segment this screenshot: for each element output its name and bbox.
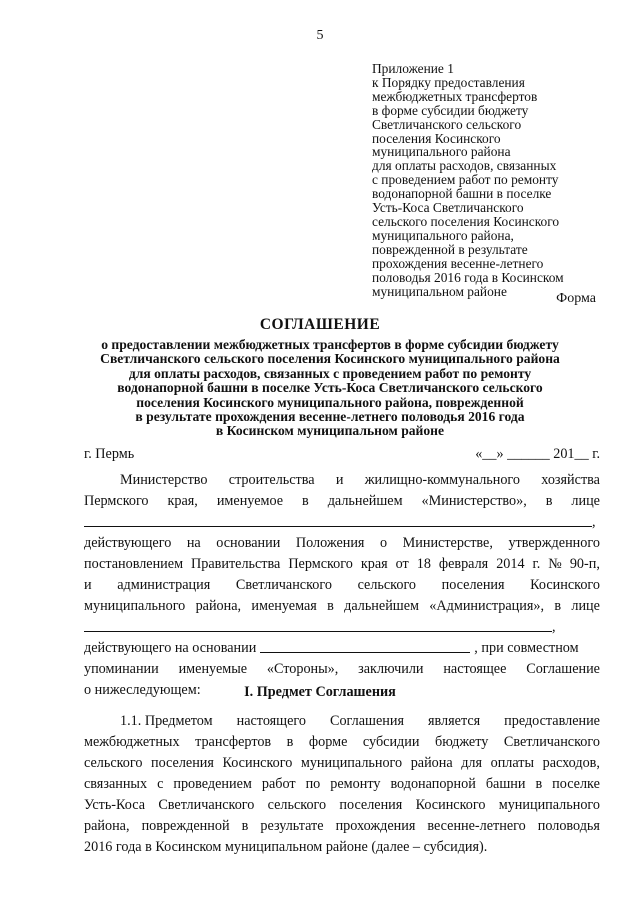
- section-1-line-2: [84, 732, 600, 753]
- word: основании: [216, 535, 281, 551]
- word: Министерство: [120, 472, 208, 488]
- word: форме: [308, 734, 348, 750]
- word: района,: [84, 818, 130, 834]
- word: лице: [571, 598, 600, 614]
- subtitle-line: о предоставлении межбюджетных трансфертов в форме субсидии бюджету: [101, 337, 559, 352]
- form-label: Форма: [556, 291, 596, 306]
- word: по: [305, 776, 321, 792]
- subtitle-line: в Косинском муниципальном районе: [215, 423, 445, 439]
- appendix-line: сельского поселения Косинского: [372, 213, 560, 229]
- preamble-line-5: [84, 554, 600, 575]
- appendix-line: поселения Косинского: [372, 130, 501, 146]
- word: Косинского: [222, 755, 293, 771]
- word: сельского: [357, 577, 417, 593]
- word: поселения: [339, 797, 403, 813]
- word: района,: [195, 598, 242, 614]
- word: 2014: [496, 556, 525, 572]
- word: утвержденного: [508, 535, 600, 551]
- preamble-line-11: о нижеследующем:: [84, 682, 201, 698]
- subtitle-line: в результате прохождения весенне-летнего половодья 2016 года: [135, 409, 525, 425]
- word: «Администрация»,: [429, 598, 545, 614]
- preamble-line-6: [84, 575, 600, 596]
- word: упоминании: [84, 661, 159, 677]
- administration-representative-blank[interactable]: [84, 617, 552, 632]
- subtitle-line: Светличанского сельского поселения Косинского муниципального района: [100, 351, 560, 367]
- preamble-line-1: [84, 470, 600, 491]
- word: Усть-Коса: [84, 797, 146, 813]
- word: февраля: [438, 556, 489, 572]
- word: «Министерство»,: [421, 493, 527, 509]
- word: лице: [571, 493, 600, 509]
- word: именуемые: [178, 661, 248, 677]
- word: в: [554, 598, 562, 614]
- word: постановлением: [84, 556, 184, 572]
- word: работ: [261, 776, 296, 792]
- word: администрация: [117, 577, 211, 593]
- word: и: [335, 472, 344, 488]
- preamble-line-2: [84, 491, 600, 512]
- word: водонапорной: [390, 776, 476, 792]
- preamble-line-3: ,: [84, 512, 600, 533]
- section-heading-1: I. Предмет Соглашения: [244, 684, 396, 700]
- subtitle-line: водонапорной башни в поселке Усть-Коса Светличанского сельского: [117, 380, 543, 396]
- appendix-line: поврежденной в результате: [372, 241, 528, 257]
- word: межбюджетных: [84, 734, 180, 750]
- word: 18: [416, 556, 431, 572]
- appendix-block: [372, 62, 612, 298]
- word: Косинского: [530, 577, 600, 593]
- word: поселке: [552, 776, 600, 792]
- word: трансфертов: [195, 734, 272, 750]
- word: башни: [485, 776, 526, 792]
- word: настоящего: [236, 713, 306, 729]
- word: Положения: [295, 535, 365, 551]
- appendix-line: Усть-Коса Светличанского: [372, 200, 524, 216]
- word: сельского: [267, 797, 327, 813]
- preamble-line-9: действующего на основании , при совместном: [84, 640, 579, 656]
- word: поврежденной: [141, 818, 230, 834]
- word: действующего: [84, 535, 172, 551]
- word: Соглашение: [526, 661, 600, 677]
- word: дальнейшем: [327, 493, 403, 509]
- word: является: [428, 713, 481, 729]
- appendix-line: Приложение 1: [372, 61, 454, 76]
- word: муниципального: [498, 797, 600, 813]
- subtitle-line: для оплаты расходов, связанных с проведением работ по ремонту: [128, 365, 532, 381]
- word: края,: [167, 493, 198, 509]
- appendix-line: в форме субсидии бюджету: [372, 102, 529, 118]
- appendix-line: для оплаты расходов, связанных: [372, 158, 557, 174]
- word: расходов,: [542, 755, 600, 771]
- section-1-line-1: [84, 711, 600, 732]
- word: Соглашения: [330, 713, 404, 729]
- word: 1.1. Предметом: [120, 713, 213, 729]
- word: о: [380, 535, 388, 551]
- word: в: [286, 734, 294, 750]
- word: дальнейшем: [344, 598, 419, 614]
- document-subtitle: [60, 338, 600, 439]
- word: Светличанского: [503, 734, 600, 750]
- word: строительства: [228, 472, 315, 488]
- word: ремонту: [330, 776, 381, 792]
- word: половодья: [537, 818, 600, 834]
- word: сельского: [84, 755, 143, 771]
- word: настоящее: [443, 661, 507, 677]
- word: «Стороны»,: [266, 661, 339, 677]
- appendix-line: водонапорной башни в поселке: [372, 186, 552, 202]
- word: Правительства: [191, 556, 281, 572]
- word: от: [395, 556, 409, 572]
- word: проведением: [173, 776, 252, 792]
- word: бюджету: [435, 734, 489, 750]
- preamble-line-8: ,: [84, 617, 600, 638]
- date-field[interactable]: «__» ______ 201__ г.: [475, 446, 600, 462]
- word: Светличанского: [158, 797, 255, 813]
- word: с: [157, 776, 164, 792]
- appendix-line: к Порядку предоставления: [372, 74, 525, 90]
- section-1-line-3: [84, 753, 600, 774]
- basis-document-blank[interactable]: [260, 638, 470, 653]
- word: связанных: [84, 776, 148, 792]
- word: в: [545, 493, 553, 509]
- word: Пермского: [288, 556, 353, 572]
- word: субсидии: [362, 734, 420, 750]
- place-name: г. Пермь: [84, 446, 135, 462]
- word: именуемое: [216, 493, 284, 509]
- appendix-line: муниципальном районе: [372, 283, 507, 299]
- section-1-line-5: [84, 795, 600, 816]
- preamble-line-7: [84, 596, 600, 617]
- word: 90-п,: [569, 556, 600, 572]
- word: Министерстве,: [402, 535, 493, 551]
- word: г.: [532, 556, 541, 572]
- word: на: [186, 535, 201, 551]
- word: Косинского: [415, 797, 486, 813]
- word: края: [360, 556, 388, 572]
- preamble-line-4: [84, 533, 600, 554]
- word: района: [410, 755, 453, 771]
- word: прохождения: [335, 818, 416, 834]
- preamble: [84, 470, 600, 701]
- word: заключили: [358, 661, 424, 677]
- word: именуемая: [251, 598, 317, 614]
- preamble-line-10: [84, 659, 600, 680]
- word: предоставление: [504, 713, 600, 729]
- page-number: 5: [316, 28, 324, 43]
- word: поселения: [151, 755, 214, 771]
- appendix-line: межбюджетных трансфертов: [372, 88, 538, 104]
- appendix-line: с проведением работ по ремонту: [372, 172, 559, 188]
- word: в: [327, 598, 334, 614]
- appendix-line: муниципального района: [372, 144, 511, 160]
- word: результате: [260, 818, 324, 834]
- word: поселения: [441, 577, 505, 593]
- subtitle-line: поселения Косинского муниципального района, поврежденной: [136, 394, 524, 410]
- section-1-text: [84, 711, 600, 858]
- appendix-line: прохождения весенне-летнего: [372, 255, 544, 271]
- document-title: СОГЛАШЕНИЕ: [259, 316, 381, 333]
- word: хозяйства: [541, 472, 600, 488]
- word: муниципального: [300, 755, 403, 771]
- section-1-line-6: [84, 816, 600, 837]
- word: Светличанского: [235, 577, 332, 593]
- word: №: [548, 556, 562, 572]
- word: весенне-летнего: [427, 818, 526, 834]
- word: Пермского: [84, 493, 149, 509]
- representative-name-blank[interactable]: [84, 512, 592, 527]
- appendix-line: муниципального района,: [372, 227, 514, 243]
- section-1-line-7: 2016 года в Косинском муниципальном районе (далее – субсидия).: [84, 839, 488, 855]
- word: в: [241, 818, 249, 834]
- word: в: [302, 493, 309, 509]
- word: в: [535, 776, 543, 792]
- word: и: [84, 577, 92, 593]
- word: муниципального: [84, 598, 186, 614]
- appendix-line: Светличанского сельского: [372, 116, 522, 132]
- word: для: [461, 755, 483, 771]
- appendix-line: половодья 2016 года в Косинском: [372, 269, 564, 285]
- section-1-line-4: [84, 774, 600, 795]
- word: жилищно-коммунального: [364, 472, 520, 488]
- word: оплаты: [490, 755, 535, 771]
